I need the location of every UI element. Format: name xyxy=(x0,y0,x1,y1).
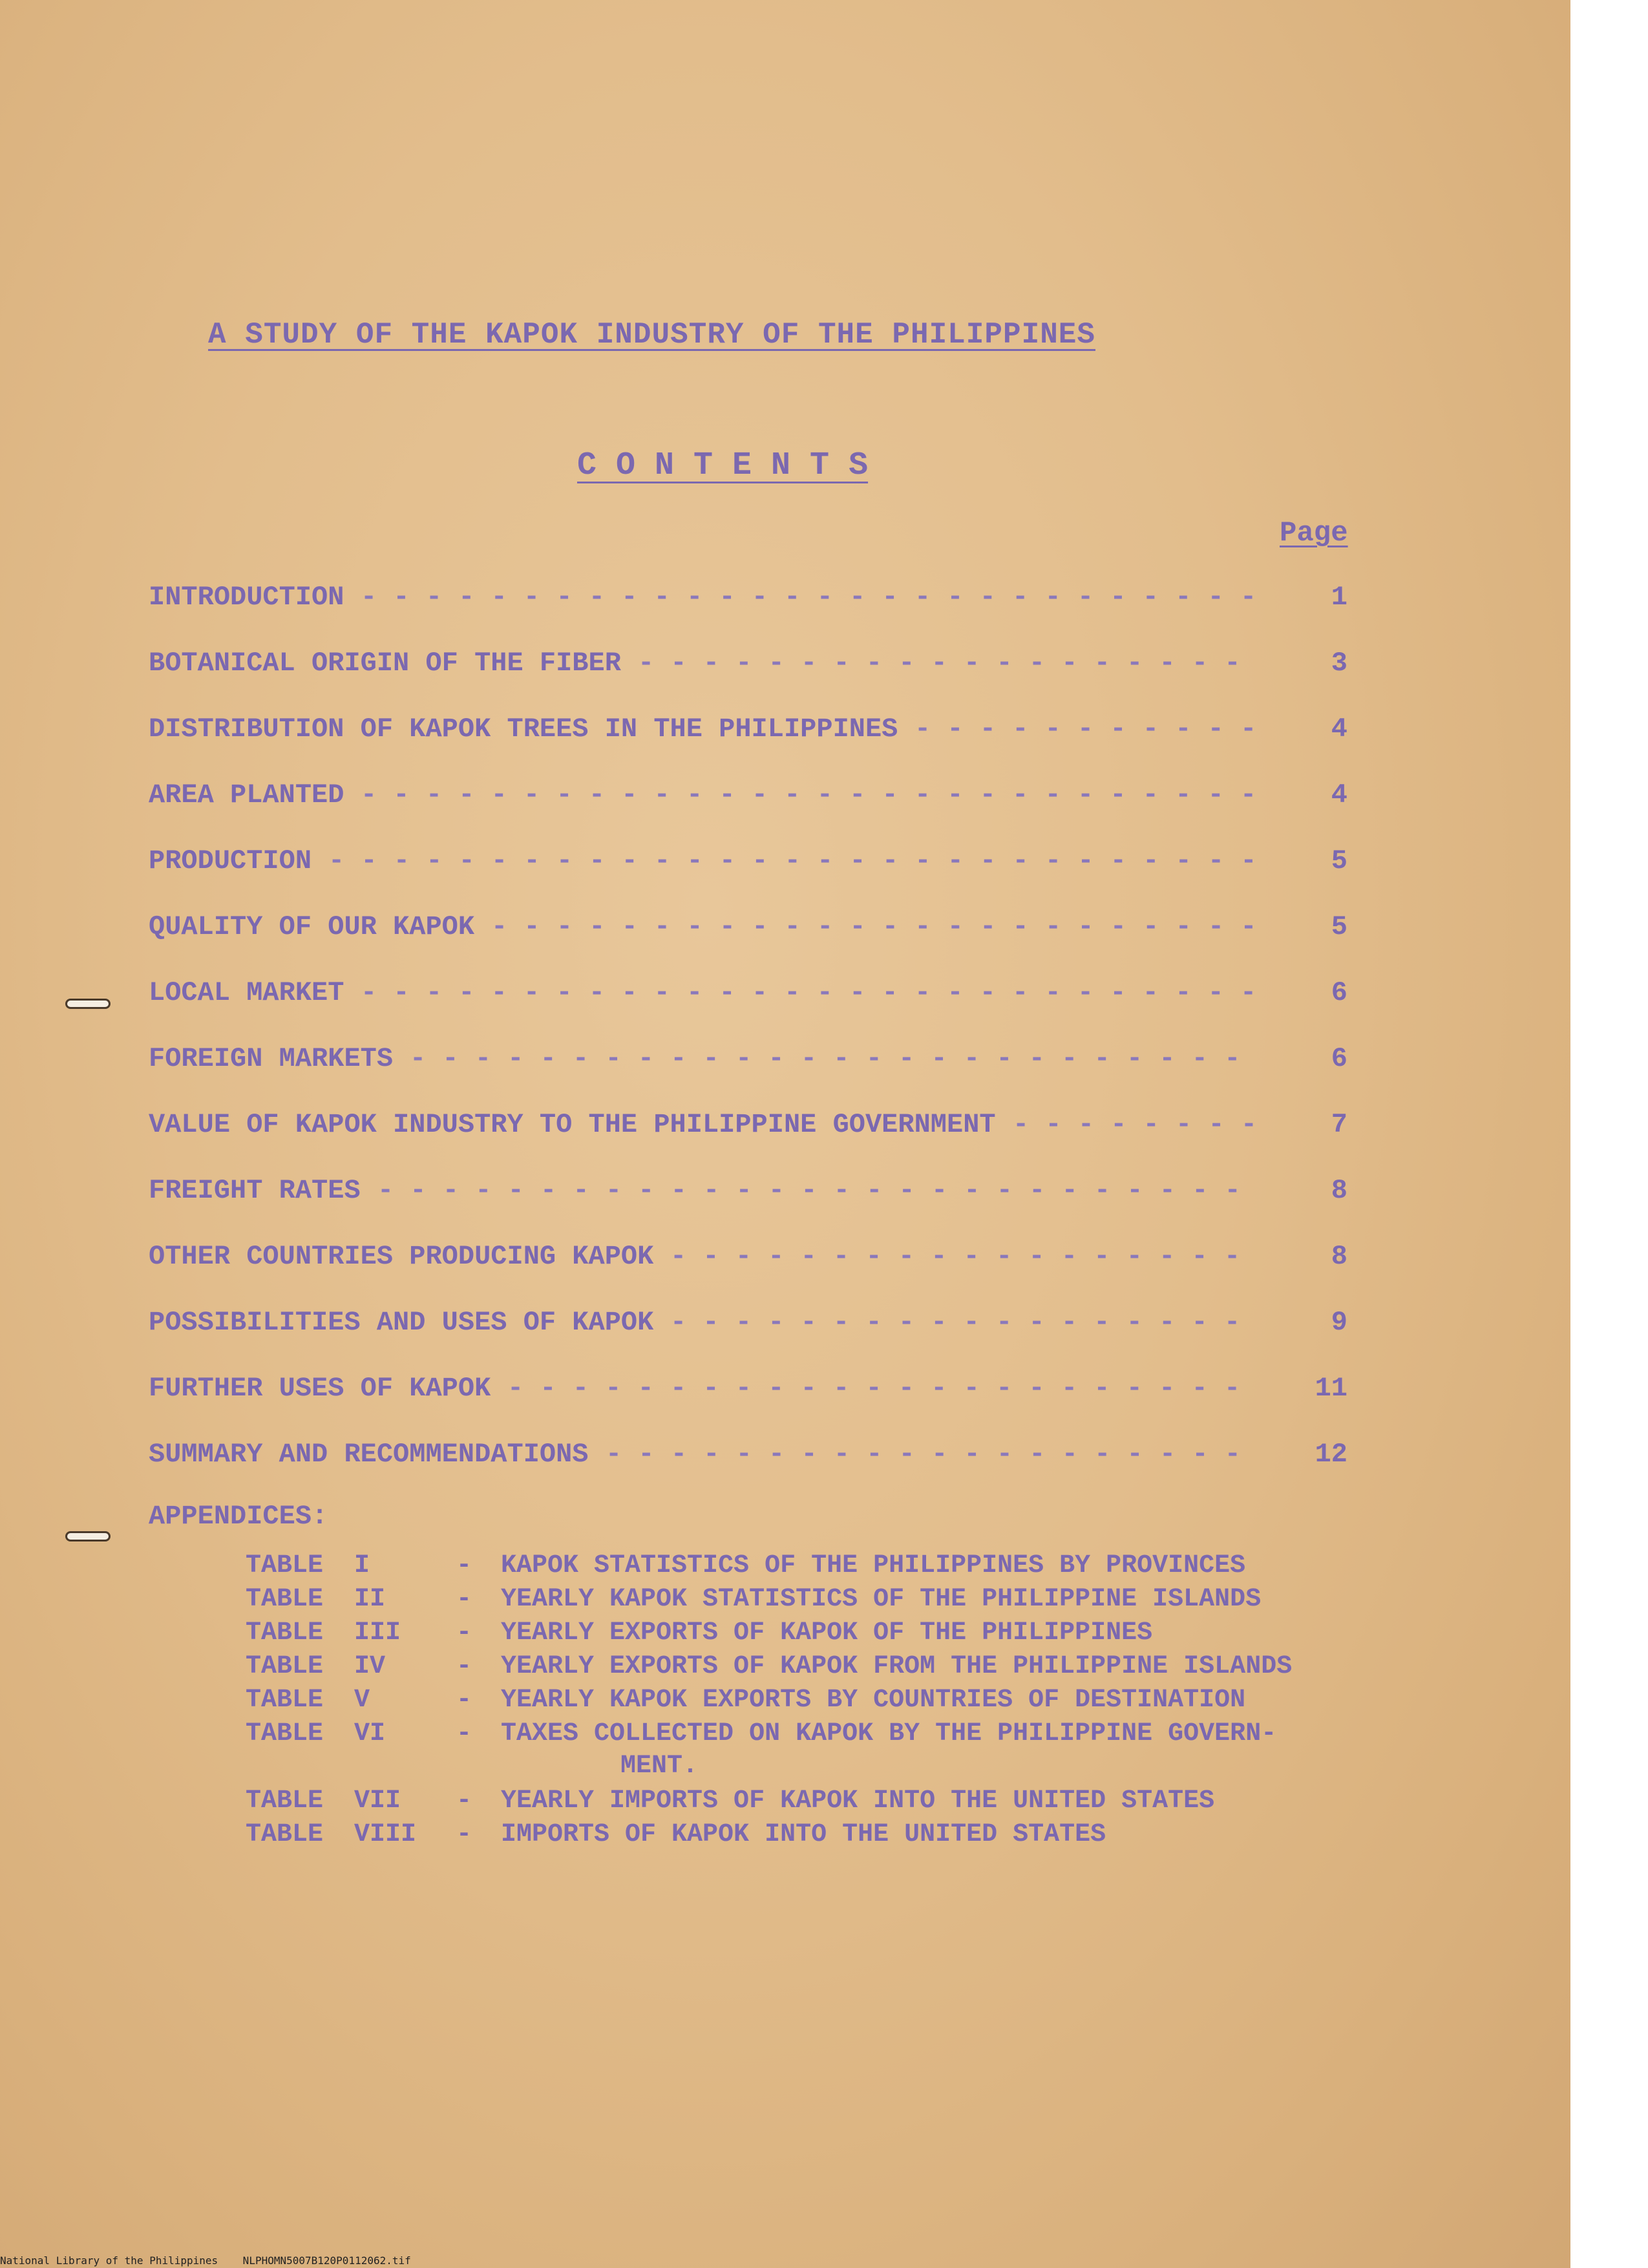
toc-leader: - - - - - - - - - - - - - - - - - - - - - - - - - - - xyxy=(377,1175,1258,1206)
toc-entry-page: 11 xyxy=(1315,1373,1347,1404)
appendix-table-label: TABLE II xyxy=(246,1585,386,1614)
appendix-table-label: TABLE VIII xyxy=(246,1820,417,1849)
toc-entry-page: 8 xyxy=(1331,1241,1347,1272)
toc-entry-title: BOTANICAL ORIGIN OF THE FIBER xyxy=(149,648,621,679)
toc-entry-title: QUALITY OF OUR KAPOK xyxy=(149,911,475,942)
toc-entry-title: LOCAL MARKET xyxy=(149,977,344,1008)
appendix-entry xyxy=(246,1618,1153,1652)
toc-entry xyxy=(149,1109,1347,1148)
toc-entry-title: FOREIGN MARKETS xyxy=(149,1043,394,1074)
toc-leader: - - - - - - - - - - - - - - - - - - - - - - - xyxy=(507,1373,1257,1404)
toc-entry xyxy=(149,1307,1347,1346)
toc-entry xyxy=(149,845,1347,884)
appendix-description-continuation: MENT. xyxy=(620,1752,699,1781)
toc-entry-page: 7 xyxy=(1331,1109,1347,1140)
toc-entry xyxy=(149,779,1347,818)
appendix-separator: - xyxy=(456,1786,472,1816)
toc-entry-page: 4 xyxy=(1331,779,1347,811)
toc-entry-title: FURTHER USES OF KAPOK xyxy=(149,1373,491,1404)
toc-entry-title: DISTRIBUTION OF KAPOK TREES IN THE PHILIPPINES xyxy=(149,714,898,745)
toc-entry-title: PRODUCTION xyxy=(149,845,312,876)
appendix-description: YEARLY KAPOK STATISTICS OF THE PHILIPPINE ISLANDS xyxy=(501,1585,1262,1614)
toc-entry-title: OTHER COUNTRIES PRODUCING KAPOK xyxy=(149,1241,654,1272)
toc-leader: - - - - - - - - - - - - - - - - - - - - - - - - xyxy=(491,911,1273,942)
appendix-description: KAPOK STATISTICS OF THE PHILIPPINES BY PROVINCES xyxy=(501,1551,1246,1580)
toc-leader: - - - - - - - - - - - - - - - - - - - - - - - - - - xyxy=(410,1043,1257,1074)
appendix-table-label: TABLE IV xyxy=(246,1652,386,1681)
toc-entry-page: 1 xyxy=(1331,582,1347,613)
appendix-entry xyxy=(246,1719,1277,1781)
page-column-label: Page xyxy=(1280,517,1348,549)
toc-entry-page: 5 xyxy=(1331,845,1347,876)
appendix-entry xyxy=(246,1820,1106,1854)
toc-leader: - - - - - - - - - - - xyxy=(914,714,1273,745)
punch-hole xyxy=(67,1533,109,1540)
toc-leader: - - - - - - - - - - - - - - - - - - - - - - - - - - - - xyxy=(361,977,1273,1008)
toc-entry-title: POSSIBILITIES AND USES OF KAPOK xyxy=(149,1307,654,1338)
appendix-entry xyxy=(246,1585,1262,1618)
toc-entry xyxy=(149,1439,1347,1478)
appendix-table-label: TABLE V xyxy=(246,1686,370,1715)
contents-heading: C O N T E N T S xyxy=(577,447,869,484)
scan-footer-text: National Library of the Philippines NLPHOMN5007B120P0112062.tif xyxy=(0,2254,411,2267)
toc-leader: - - - - - - - - - - - - - - - - - - - - - - - - - - - - xyxy=(361,779,1273,811)
toc-leader: - - - - - - - - xyxy=(1013,1109,1274,1140)
appendix-separator: - xyxy=(456,1551,472,1580)
toc-entry-page: 8 xyxy=(1331,1175,1347,1206)
toc-leader: - - - - - - - - - - - - - - - - - - - - xyxy=(606,1439,1258,1470)
toc-entry xyxy=(149,582,1347,620)
toc-entry xyxy=(149,1043,1347,1082)
toc-entry-page: 4 xyxy=(1331,714,1347,745)
document-title: A STUDY OF THE KAPOK INDUSTRY OF THE PHILIPPINES xyxy=(208,318,1096,352)
toc-leader: - - - - - - - - - - - - - - - - - - xyxy=(670,1241,1257,1272)
appendix-entry xyxy=(246,1786,1215,1820)
appendix-description: YEARLY EXPORTS OF KAPOK FROM THE PHILIPPINE ISLANDS xyxy=(501,1652,1293,1681)
punch-hole xyxy=(67,1001,109,1007)
toc-leader: - - - - - - - - - - - - - - - - - - - xyxy=(638,648,1257,679)
toc-leader: - - - - - - - - - - - - - - - - - - - - - - - - - - - - xyxy=(361,582,1273,613)
toc-entry xyxy=(149,1241,1347,1280)
appendix-description: IMPORTS OF KAPOK INTO THE UNITED STATES xyxy=(501,1820,1106,1849)
appendix-separator: - xyxy=(456,1820,472,1849)
toc-entry xyxy=(149,1175,1347,1214)
appendix-description: YEARLY IMPORTS OF KAPOK INTO THE UNITED STATES xyxy=(501,1786,1215,1816)
toc-entry-title: AREA PLANTED xyxy=(149,779,344,811)
toc-entry-title: FREIGHT RATES xyxy=(149,1175,361,1206)
toc-entry-page: 6 xyxy=(1331,977,1347,1008)
toc-entry-title: VALUE OF KAPOK INDUSTRY TO THE PHILIPPINE GOVERNMENT xyxy=(149,1109,996,1140)
appendix-entry xyxy=(246,1686,1246,1719)
appendix-separator: - xyxy=(456,1686,472,1715)
appendix-table-label: TABLE I xyxy=(246,1551,370,1580)
toc-entry xyxy=(149,714,1347,752)
appendix-table-label: TABLE VII xyxy=(246,1786,401,1816)
toc-leader: - - - - - - - - - - - - - - - - - - - - - - - - - - - - - xyxy=(328,845,1273,876)
toc-entry xyxy=(149,1373,1347,1412)
appendix-table-label: TABLE VI xyxy=(246,1719,386,1748)
appendix-description: YEARLY EXPORTS OF KAPOK OF THE PHILIPPINES xyxy=(501,1618,1153,1648)
appendix-entry xyxy=(246,1551,1246,1585)
appendix-separator: - xyxy=(456,1652,472,1681)
appendix-description: YEARLY KAPOK EXPORTS BY COUNTRIES OF DESTINATION xyxy=(501,1686,1246,1715)
toc-entry xyxy=(149,648,1347,686)
toc-leader: - - - - - - - - - - - - - - - - - - xyxy=(670,1307,1257,1338)
appendix-separator: - xyxy=(456,1618,472,1648)
toc-entry-page: 9 xyxy=(1331,1307,1347,1338)
toc-entry-title: INTRODUCTION xyxy=(149,582,344,613)
toc-entry-page: 5 xyxy=(1331,911,1347,942)
toc-entry xyxy=(149,977,1347,1016)
appendix-table-label: TABLE III xyxy=(246,1618,401,1648)
appendix-entry xyxy=(246,1652,1293,1686)
toc-entry-page: 6 xyxy=(1331,1043,1347,1074)
appendix-description: TAXES COLLECTED ON KAPOK BY THE PHILIPPINE GOVERN- xyxy=(501,1719,1277,1748)
toc-entry-page: 12 xyxy=(1315,1439,1347,1470)
appendix-separator: - xyxy=(456,1719,472,1748)
toc-entry-page: 3 xyxy=(1331,648,1347,679)
toc-entry-title: SUMMARY AND RECOMMENDATIONS xyxy=(149,1439,589,1470)
appendix-separator: - xyxy=(456,1585,472,1614)
toc-entry xyxy=(149,911,1347,950)
appendices-label: APPENDICES: xyxy=(149,1501,328,1532)
